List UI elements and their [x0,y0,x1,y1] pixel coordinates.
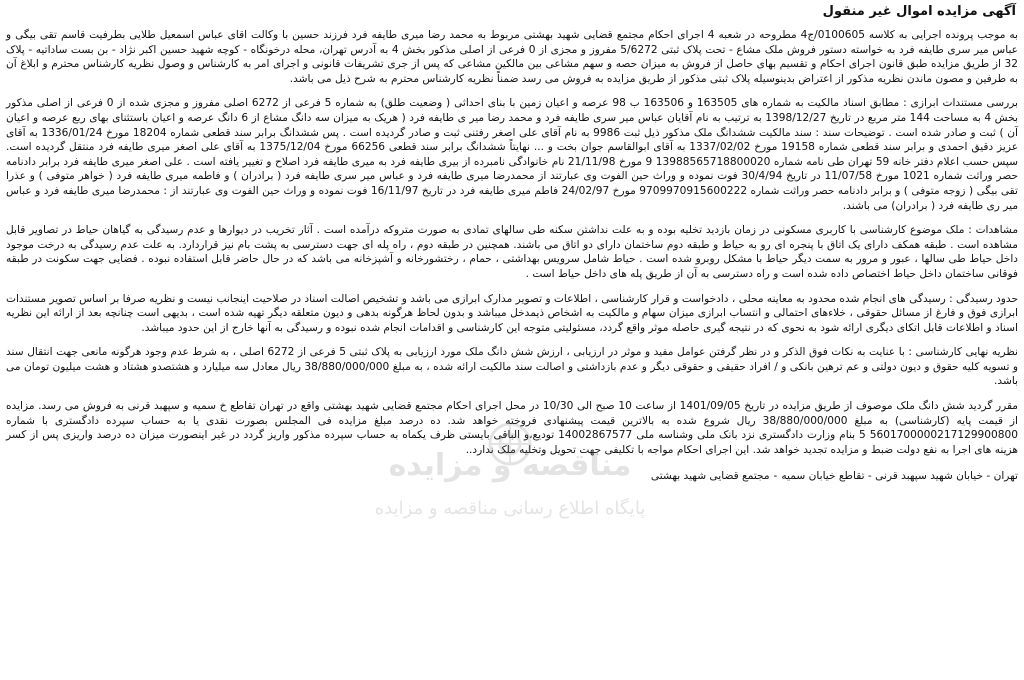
watermark-line-1: مناقصه و مزایده [388,448,632,483]
expert-opinion-paragraph: نظریه نهایی کارشناسی : با عنایت به نکات فوق الذکر و در نظر گرفتن عوامل مفید و موثر در ارزیابی ، ارزش شش دانگ ملک مورد ارزیابی به پلاک ثبتی 5 فرعی از 6272 اصلی ، به شرط عدم وجود هرگونه مانعی جهت انتقال سند و تسویه کلیه حقوق و دیون دولتی و عم ترهین بانکی و / افراد حقیقی و حقوقی دیگر و عدم بازداشتی و اصالت سند مالکیت ارائه شده ، به مبلغ 38/880/000/000 ریال معادل سه میلیارد و هشتصدو هشتاد و هشت میلیون تومان می باشد. [6,346,1019,388]
notice-title: آگهی مزایده اموال غیر منقول [822,4,1016,19]
documents-review-paragraph: بررسی مستندات ابرازی : مطابق اسناد مالکیت به شماره های 163505 و 163506 ب 98 عرصه و اعیان زمین با بنای احداثی ( وضعیت طلق) به شماره 5 فرعی از 6272 اصلی مفروز و مجزی شده از 0 فرعی از اصلی مذکور بخش 4 به مساحت 144 متر مربع در تاریخ 1398/12/27 به ترتیب به نام آقایان عباس میر سری طایفه فرد و محمد رضا میر ی طایفه فرد ( هریک به میزان سه دانگ مشاع از 6 دانگ عرصه و اعیان باستثنای بهای ربع عرصه و اعیان آن ) ثبت و صادر شده است . توضیحات سند : سند مالکیت ششدانگ ملک مذکور ذیل ثبت 9986 به نام آقای علی اصغر رفتنی ثبت و صادر گردیده است . پس ششدانگ برابر سند قطعی شماره 18204 مورخ 1336/01/24 به آقای عزیز دقیق احمدی و برابر سند قطعی شماره 19158 مورخ 1337/02/02 به آقای ابوالقاسم جوان بخت و ... نهایتاً ششدانگ برابر سند قطعی 66256 مورخ 1375/12/04 به آقای علی اصغر میری طایفه فرد منتقل گردیده است. سپس حسب اعلام دفتر خانه 59 تهران طی نامه شماره 13988565718800020 9 مورخ 21/11/98 نام خانوادگی نامبرده از بیری طایفه فرد به میری طایفه فرد اصلاح و تغییر یافته است . علی اصغر میری طایفه فرد برابر دادنامه حصر وراثت شماره 1021 مورخ 11/07/58 در تاریخ 30/4/94 فوت نموده و وراث حین الفوت وی عبارتند از محمدرضا میری طایفه فرد و عباس میر سری طایفه فرد ( برادران ) و فاطمه میری طایفه فرد ( خواهر متوفی ) و عذرا تقی بیگی ( زوجه متوفی ) و برابر دادنامه حصر وراثت شماره 9709970915600222 مورخ 24/02/97 فاطم میری طایفه فرد در تاریخ 16/11/97 فوت نموده و وراث حین الفوت وی عبارتند از : محمدرضا میری طایفه فرد و عباس میر ری طایفه فرد ( برادران) می باشند. [6,97,1019,212]
auction-terms-paragraph: مقرر گردید شش دانگ ملک موصوف از طریق مزایده در تاریخ 1401/09/05 از ساعت 10 صبح الی 10/30 در محل اجرای احکام مجتمع قضایی شهید بهشتی واقع در تهران تقاطع خ سمیه و سپهبد قرنی به فروش می رسد. مزایده از قیمت پایه (کارشناسی) به مبلغ 38/880/000/000 ریال شروع شده به بالاترین قیمت پیشنهادی فروخته خواهد شد. ده درصد مبلغ مزایده فی المجلس بصورت نقدی یا به حساب سپرده دادگستری با شماره 5601700000217129900800 5 بنام وزارت دادگستری نزد بانک ملی وشناسه ملی 14002867577 تودیع،و الباقی بایستی ظرف یکماه به حساب سپرده مذکور واریز گردد در غیر اینصورت میزان ده درصد واریزی پس از کسر هزینه های اجرا به نفع دولت ضبط و مزایده تجدید خواهد شد. این اجرای احکام مواجه با تکلیفی جهت تحویل وتخلیه ملک ندارد.. [6,400,1019,456]
footer-separator: - [773,470,778,483]
footer-address-line [6,469,1018,483]
intro-paragraph: به موجب پرونده اجرایی به کلاسه 0100605/ج4 مطروحه در شعبه 4 اجرای احکام مجتمع قضایی شهید بهشتی مربوط به محمد رضا میری طایفه فرد فرزند حسین با وکالت اقای عباس اسمعیل طلایی بطرفیت قاسم تقی بیگی و عباس میر سری طایفه فرد به خواسته دستور فروش ملک مشاع - تحت پلاک ثبتی 5/6272 مفروز و مجزی از 0 فرعی از اصلی مذکور بخش 4 به آدرس تهران، محله درخونگاه - کوچه شهید حسین اکبر نژاد - بن بست ساداتیه - پلاک 32 از طریق مزایده طبق قانون اجرای احکام و تقسیم بهای حاصل از فروش به میزان حصه و سهم مشاعی بین مالکین مشاعی که پس از جری تشریفات قانونی و اجرای امر به کارشناس و وصول نظریه کارشناس محترم و ابلاغ آن به طرفین و مصون ماندن نظریه مذکور از اعتراض بدینوسیله پلاک ثبتی مذکور از طریق مزایده به فروش می رسد ضمناً نظریه کارشناس محترم به شرح ذیل می باشد. [6,29,1018,85]
scope-paragraph: حدود رسیدگی : رسیدگی های انجام شده محدود به معاینه محلی ، دادخواست و قرار کارشناسی ، اطلاعات و تصویر مدارک ابرازی می باشد و تشخیص اصالت اسناد در صلاحیت اینجانب نیست و نظریه صرفا بر اساس تصویر مستندات ابرازی فوق و فارغ از مسائل حقوقی ، خلاءهای احتمالی و انتساب ابرازی میزان سهام و مالکیت به اشخاص ذیمدخل میباشد و بدون لحاظ هرگونه بدهی و دیون متعلقه دیگر تهیه شده است ، بدیهی است چنانچه بعد از ارائه این نظریه اسناد و اطلاعات قابل اتکای دیگری ارائه شود به نحوی که در نتیجه گیری حاصله موثر واقع گردد، مسئولیتی متوجه این کارشناسی و اقدامات انجام شده نبوده و رسیدگی به آنها خارج از این حدود میباشد. [6,292,1018,334]
footer-address: تهران - خیابان شهید سپهبد قرنی - تقاطع خیابان سمیه [781,470,1018,483]
observations-paragraph: مشاهدات : ملک موضوع کارشناسی با کاربری مسکونی در زمان بازدید تخلیه بوده و به علت نداشتن سکنه طی سالهای تمادی به صورت متروکه درآمده است . آثار تخریب در دیوارها و عدم رسیدگی به گیاهان حیاط در تصاویر قابل مشاهده است . طبقه همکف دارای یک اتاق با پنجره ای رو به حیاط و طبقه دوم ساختمان دارای دو اتاق می باشند. همچنین در طبقه دوم ، راه پله ای جهت دسترسی به پشت بام نیز قراردارد. به علت عدم رسیدگی به درخت موجود داخل حیاط طی سالها ، عبور و مرور به سمت دیگر حیاط با مشکل روبرو شده است . حیاط شامل سرویس بهداشتی ، حمام ، رختشورخانه و آشپزخانه می باشد که در حال حاضر قابل استفاده نبوده . فضایی جهت سکونت در طبقه فوقانی ساختمان داخل حیاط اختصاص داده شده است و راه دسترسی به آن از طریق پله های داخل حیاط است . [6,224,1018,280]
notice-page [6,4,1018,676]
footer-court-name: مجتمع قضایی شهید بهشتی [650,470,770,483]
watermark-line-2: پایگاه اطلاع رسانی مناقصه و مزایده [374,498,646,519]
